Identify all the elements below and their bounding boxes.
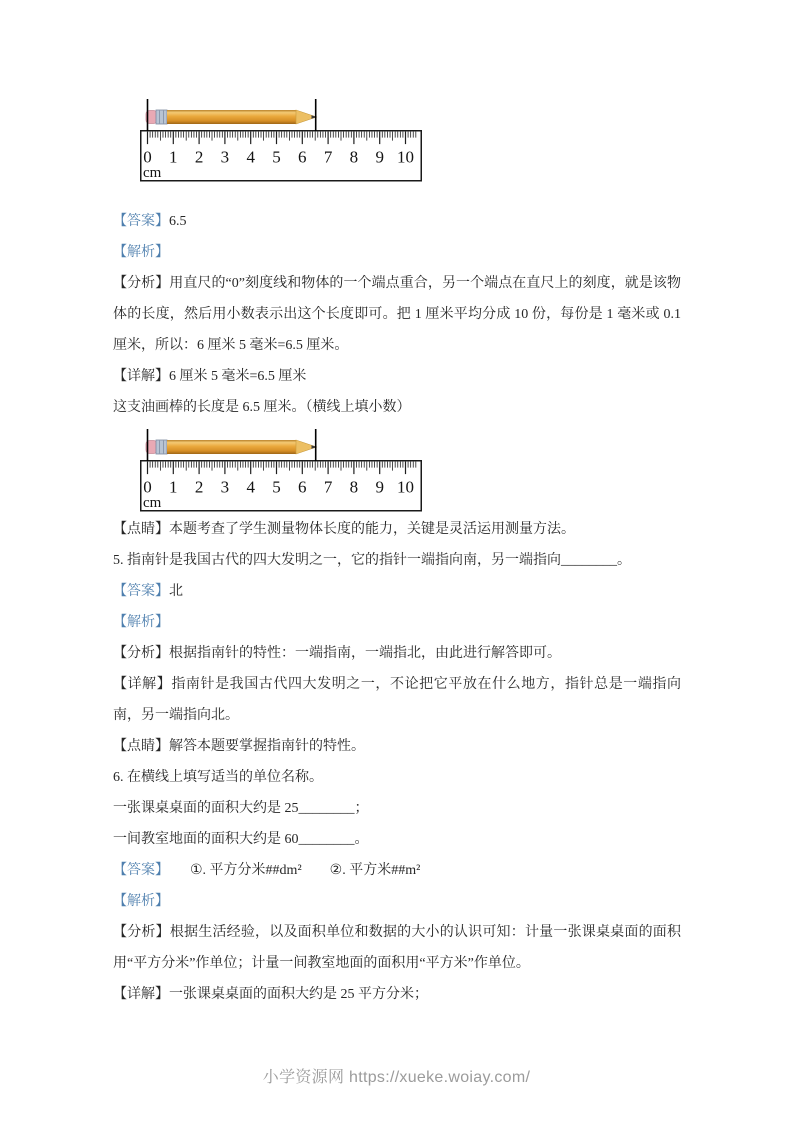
svg-text:7: 7 bbox=[323, 477, 333, 497]
pencil-ruler-figure-1 bbox=[140, 98, 422, 182]
answer-label: 【答案】 bbox=[113, 214, 169, 229]
dianjing-text: 本题考查了学生测量物体长度的能力，关键是灵活运用测量方法。 bbox=[169, 522, 575, 537]
xiangjie-label: 【详解】 bbox=[113, 369, 169, 384]
pencil bbox=[146, 440, 317, 454]
jiexi-line-q4 bbox=[113, 237, 681, 268]
xiangjie-label: 【详解】 bbox=[113, 677, 172, 692]
jiexi-label: 【解析】 bbox=[113, 615, 169, 630]
pencil-ferrule bbox=[156, 440, 167, 454]
dianjing-para-q5 bbox=[113, 731, 681, 762]
svg-text:8: 8 bbox=[349, 147, 359, 167]
svg-text:4: 4 bbox=[246, 477, 255, 497]
svg-text:1: 1 bbox=[169, 147, 178, 167]
xiangjie-para-q5 bbox=[113, 669, 681, 731]
fenxi-label: 【分析】 bbox=[113, 925, 170, 940]
answer-value: 6.5 bbox=[169, 214, 187, 229]
question-6-blank-2: 一间教室地面的面积大约是 60________。 bbox=[113, 832, 369, 847]
svg-text:7: 7 bbox=[323, 147, 333, 167]
svg-text:cm: cm bbox=[143, 495, 162, 511]
site-watermark: 小学资源网 https://xueke.woiay.com/ bbox=[262, 1069, 531, 1086]
pencil-body bbox=[167, 110, 296, 124]
jiexi-line-q6 bbox=[113, 886, 681, 917]
answer-line-q5 bbox=[113, 576, 681, 607]
answer-label: 【答案】 bbox=[113, 863, 162, 878]
svg-text:9: 9 bbox=[375, 477, 384, 497]
fenxi-para-q4 bbox=[113, 268, 681, 361]
svg-text:0: 0 bbox=[143, 477, 152, 497]
question-6: 6. 在横线上填写适当的单位名称。 bbox=[113, 770, 323, 785]
answer-value: ①. 平方分米##dm² ②. 平方米##m² bbox=[162, 863, 421, 878]
answer-value: 北 bbox=[169, 584, 183, 599]
svg-text:2: 2 bbox=[194, 477, 204, 497]
dianjing-label: 【点睛】 bbox=[113, 739, 169, 754]
jiexi-label: 【解析】 bbox=[113, 894, 169, 909]
fenxi-label: 【分析】 bbox=[113, 646, 169, 661]
xiangjie-para-q6 bbox=[113, 979, 681, 1010]
svg-text:5: 5 bbox=[272, 147, 281, 167]
svg-text:3: 3 bbox=[220, 147, 230, 167]
svg-text:3: 3 bbox=[220, 477, 230, 497]
question-5: 5. 指南针是我国古代的四大发明之一，它的指针一端指向南，另一端指向________。 bbox=[113, 553, 631, 568]
pencil-ruler-figure-2 bbox=[140, 428, 422, 512]
xiangjie-text: 一张课桌桌面的面积大约是 25 平方分米； bbox=[169, 987, 428, 1002]
svg-text:1: 1 bbox=[169, 477, 178, 497]
xiangjie-text: 6 厘米 5 毫米=6.5 厘米 bbox=[169, 369, 307, 384]
svg-text:2: 2 bbox=[194, 147, 204, 167]
svg-text:4: 4 bbox=[246, 147, 255, 167]
svg-text:0: 0 bbox=[143, 147, 152, 167]
pencil-ruler-illustration bbox=[140, 428, 422, 512]
svg-text:9: 9 bbox=[375, 147, 384, 167]
dianjing-text: 解答本题要掌握指南针的特性。 bbox=[169, 739, 365, 754]
fenxi-label: 【分析】 bbox=[113, 276, 170, 291]
svg-text:5: 5 bbox=[272, 477, 281, 497]
xiangjie-label: 【详解】 bbox=[113, 987, 169, 1002]
restate-line-q4: 这支油画棒的长度是 6.5 厘米。（横线上填小数） bbox=[113, 400, 411, 415]
svg-text:6: 6 bbox=[298, 147, 307, 167]
document-body bbox=[113, 0, 681, 1010]
fenxi-text: 根据生活经验，以及面积单位和数据的大小的认识可知：计量一张课桌桌面的面积用“平方分米”作单位；计量一间教室地面的面积用“平方米”作单位。 bbox=[113, 925, 682, 971]
svg-text:10: 10 bbox=[397, 147, 414, 167]
dianjing-label: 【点睛】 bbox=[113, 522, 169, 537]
svg-text:8: 8 bbox=[349, 477, 359, 497]
dianjing-para-q4 bbox=[113, 514, 681, 545]
xiangjie-text: 指南针是我国古代四大发明之一，不论把它平放在什么地方，指针总是一端指向南，另一端指向北。 bbox=[113, 677, 682, 723]
answer-label: 【答案】 bbox=[113, 584, 169, 599]
fenxi-text: 用直尺的“0”刻度线和物体的一个端点重合，另一个端点在直尺上的刻度，就是该物体的长度，然后用小数表示出这个长度即可。把 1 厘米平均分成 10 份，每份是 1 毫米或 0.1 厘米，所以：6 厘米 5 毫米=6.5 厘米。 bbox=[113, 276, 681, 353]
answer-line-q4 bbox=[113, 206, 681, 237]
jiexi-label: 【解析】 bbox=[113, 245, 169, 260]
pencil bbox=[146, 110, 317, 124]
answer-line-q6 bbox=[113, 855, 681, 886]
svg-text:10: 10 bbox=[397, 477, 414, 497]
pencil-ruler-illustration bbox=[140, 98, 422, 182]
xiangjie-para-q4 bbox=[113, 361, 681, 392]
question-6-blank-1: 一张课桌桌面的面积大约是 25________； bbox=[113, 801, 369, 816]
fenxi-para-q6 bbox=[113, 917, 681, 979]
pencil-body bbox=[167, 440, 296, 454]
svg-text:cm: cm bbox=[143, 165, 162, 181]
fenxi-text: 根据指南针的特性：一端指南，一端指北，由此进行解答即可。 bbox=[169, 646, 561, 661]
svg-text:6: 6 bbox=[298, 477, 307, 497]
jiexi-line-q5 bbox=[113, 607, 681, 638]
fenxi-para-q5 bbox=[113, 638, 681, 669]
pencil-ferrule bbox=[156, 110, 167, 124]
